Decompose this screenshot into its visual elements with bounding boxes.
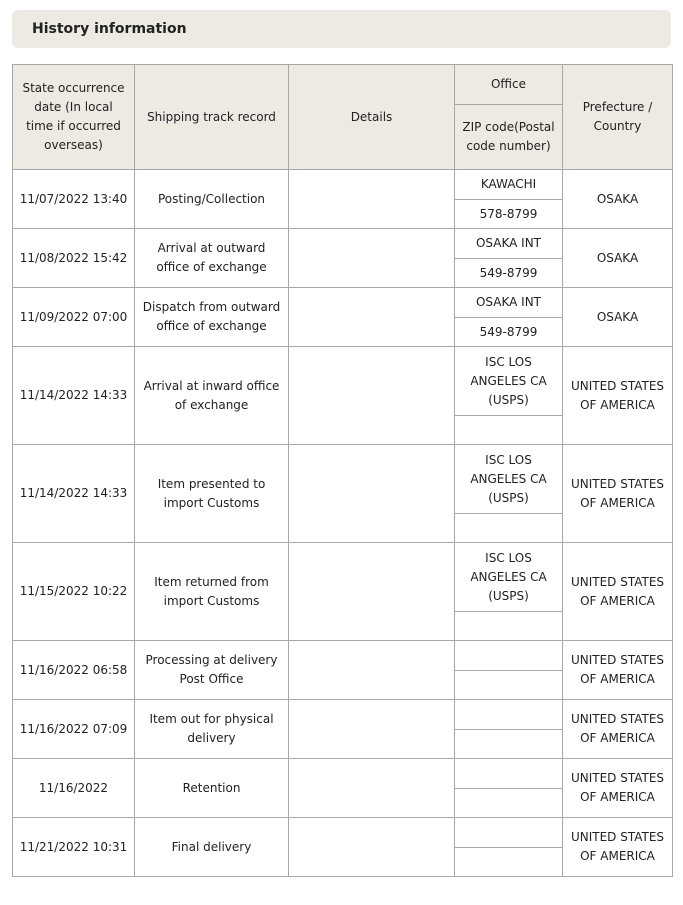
history-table xyxy=(12,64,673,877)
cell-prefecture-country: UNITED STATES OF AMERICA xyxy=(563,641,673,700)
cell-shipping-track-record: Arrival at outward office of exchange xyxy=(135,229,289,288)
cell-office: ISC LOS ANGELES CA (USPS) xyxy=(455,445,563,514)
table-row xyxy=(13,700,673,730)
cell-date: 11/16/2022 06:58 xyxy=(13,641,135,700)
cell-shipping-track-record: Retention xyxy=(135,759,289,818)
cell-prefecture-country: OSAKA xyxy=(563,170,673,229)
cell-date: 11/08/2022 15:42 xyxy=(13,229,135,288)
cell-office: KAWACHI xyxy=(455,170,563,200)
history-table-body xyxy=(13,170,673,877)
cell-details xyxy=(289,759,455,818)
header-shipping-track-record: Shipping track record xyxy=(135,65,289,170)
cell-prefecture-country: UNITED STATES OF AMERICA xyxy=(563,700,673,759)
header-office: Office xyxy=(455,65,563,105)
cell-shipping-track-record: Arrival at inward office of exchange xyxy=(135,347,289,445)
cell-office: ISC LOS ANGELES CA (USPS) xyxy=(455,347,563,416)
cell-zip-code: 578-8799 xyxy=(455,200,563,229)
cell-office xyxy=(455,700,563,730)
cell-date: 11/14/2022 14:33 xyxy=(13,445,135,543)
cell-office: ISC LOS ANGELES CA (USPS) xyxy=(455,543,563,612)
cell-date: 11/14/2022 14:33 xyxy=(13,347,135,445)
cell-prefecture-country: UNITED STATES OF AMERICA xyxy=(563,445,673,543)
cell-zip-code xyxy=(455,514,563,543)
header-date: State occurrence date (In local time if occurred overseas) xyxy=(13,65,135,170)
table-row xyxy=(13,818,673,848)
cell-date: 11/07/2022 13:40 xyxy=(13,170,135,229)
cell-shipping-track-record: Posting/Collection xyxy=(135,170,289,229)
table-row xyxy=(13,288,673,318)
cell-office xyxy=(455,818,563,848)
table-row xyxy=(13,445,673,514)
cell-shipping-track-record: Item out for physical delivery xyxy=(135,700,289,759)
cell-prefecture-country: UNITED STATES OF AMERICA xyxy=(563,347,673,445)
cell-zip-code xyxy=(455,671,563,700)
cell-prefecture-country: UNITED STATES OF AMERICA xyxy=(563,818,673,877)
cell-office: OSAKA INT xyxy=(455,288,563,318)
history-section-header xyxy=(12,10,671,48)
history-table-header xyxy=(13,65,673,170)
cell-shipping-track-record: Processing at delivery Post Office xyxy=(135,641,289,700)
cell-details xyxy=(289,641,455,700)
cell-prefecture-country: OSAKA xyxy=(563,288,673,347)
cell-shipping-track-record: Item presented to import Customs xyxy=(135,445,289,543)
table-row xyxy=(13,347,673,416)
cell-prefecture-country: UNITED STATES OF AMERICA xyxy=(563,759,673,818)
table-row xyxy=(13,641,673,671)
table-row xyxy=(13,170,673,200)
cell-date: 11/21/2022 10:31 xyxy=(13,818,135,877)
cell-zip-code xyxy=(455,416,563,445)
cell-zip-code: 549-8799 xyxy=(455,318,563,347)
header-details: Details xyxy=(289,65,455,170)
cell-details xyxy=(289,170,455,229)
cell-details xyxy=(289,818,455,877)
cell-office: OSAKA INT xyxy=(455,229,563,259)
header-zip-code: ZIP code(Postal code number) xyxy=(455,105,563,170)
cell-details xyxy=(289,288,455,347)
cell-details xyxy=(289,543,455,641)
cell-shipping-track-record: Final delivery xyxy=(135,818,289,877)
cell-details xyxy=(289,347,455,445)
cell-zip-code xyxy=(455,789,563,818)
cell-prefecture-country: OSAKA xyxy=(563,229,673,288)
cell-shipping-track-record: Item returned from import Customs xyxy=(135,543,289,641)
cell-date: 11/16/2022 07:09 xyxy=(13,700,135,759)
cell-date: 11/15/2022 10:22 xyxy=(13,543,135,641)
header-prefecture-country: Prefecture / Country xyxy=(563,65,673,170)
cell-zip-code: 549-8799 xyxy=(455,259,563,288)
table-row xyxy=(13,543,673,612)
cell-details xyxy=(289,700,455,759)
cell-zip-code xyxy=(455,612,563,641)
history-section-title: History information xyxy=(32,21,187,37)
cell-date: 11/16/2022 xyxy=(13,759,135,818)
cell-office xyxy=(455,641,563,671)
table-row xyxy=(13,759,673,789)
cell-shipping-track-record: Dispatch from outward office of exchange xyxy=(135,288,289,347)
cell-prefecture-country: UNITED STATES OF AMERICA xyxy=(563,543,673,641)
cell-office xyxy=(455,759,563,789)
cell-zip-code xyxy=(455,848,563,877)
cell-details xyxy=(289,229,455,288)
cell-details xyxy=(289,445,455,543)
cell-date: 11/09/2022 07:00 xyxy=(13,288,135,347)
table-row xyxy=(13,229,673,259)
cell-zip-code xyxy=(455,730,563,759)
